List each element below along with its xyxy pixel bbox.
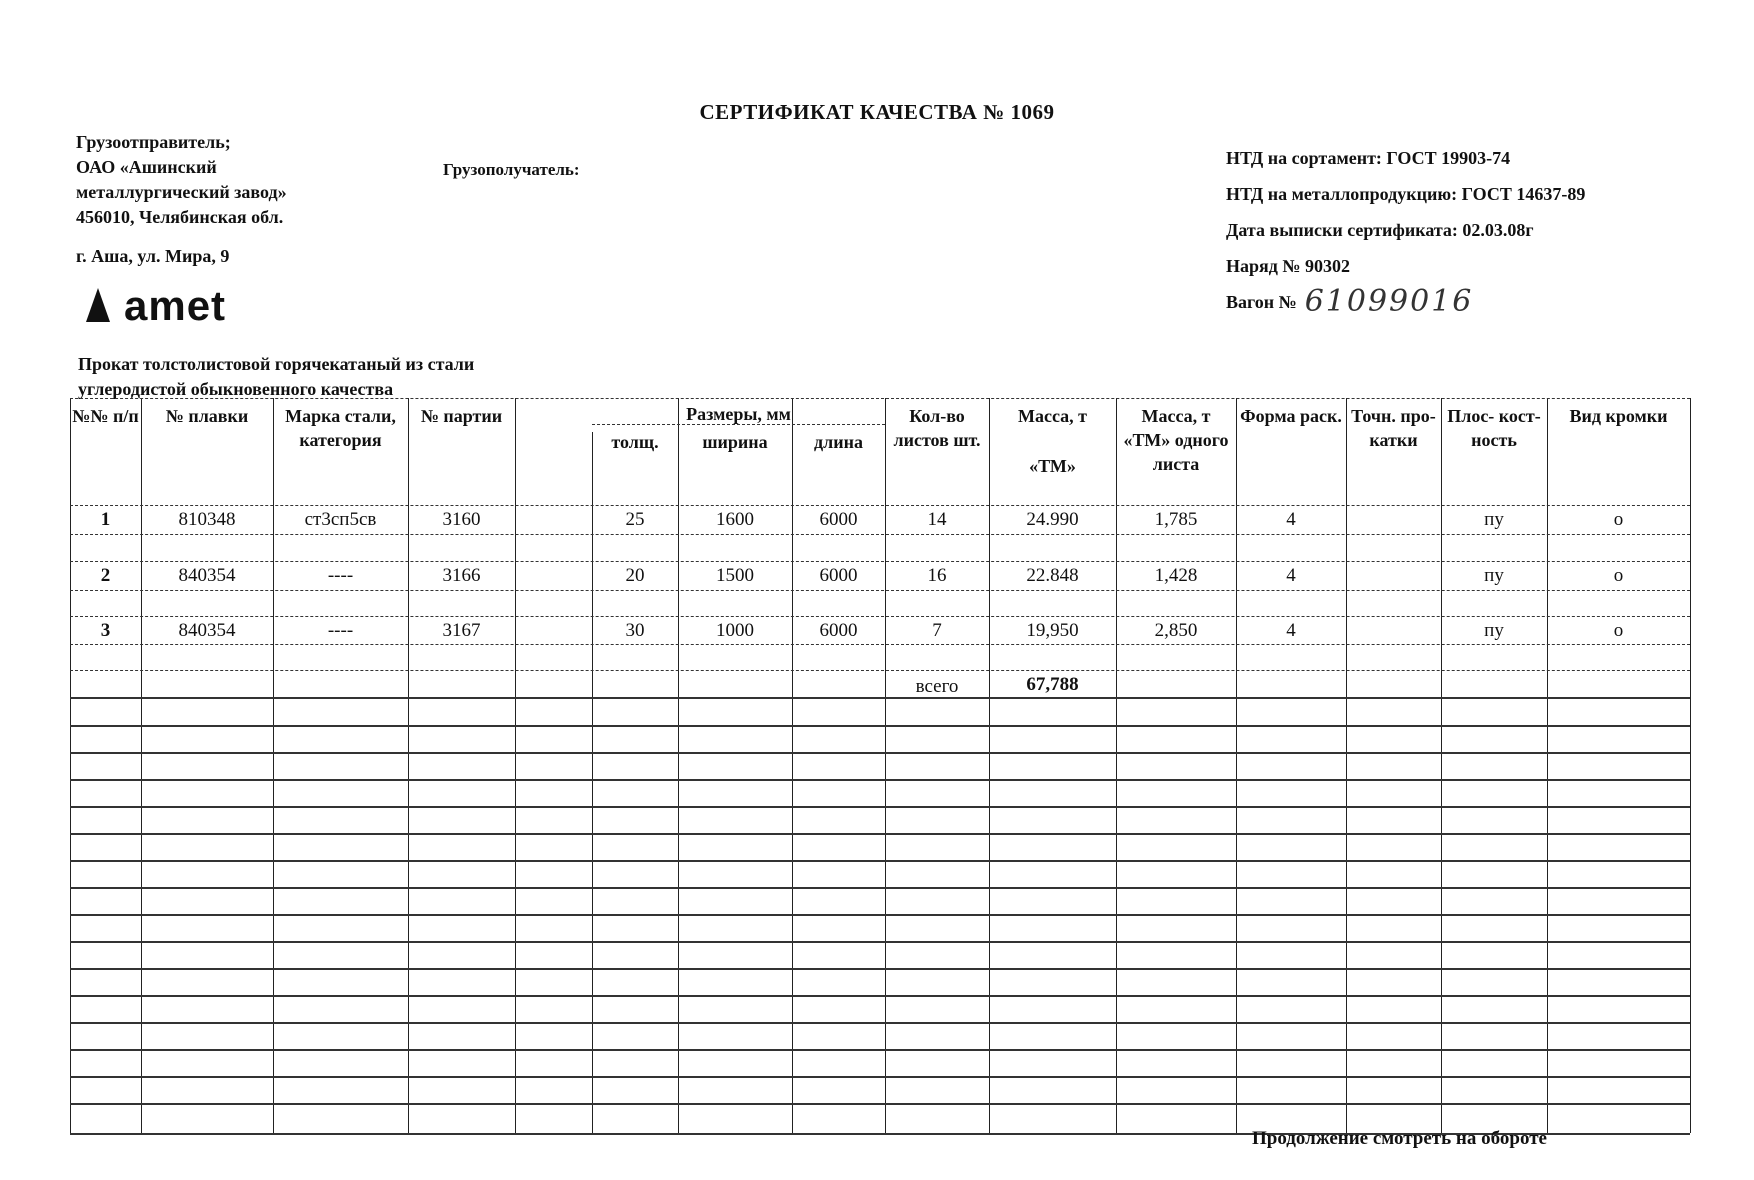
table-hline — [70, 561, 1690, 562]
table-hline — [70, 806, 1690, 808]
cell-grade: ---- — [327, 620, 354, 641]
sender-block — [76, 130, 287, 230]
table-hline — [70, 670, 1690, 671]
product-line-2: углеродистой обыкновенного качества — [78, 379, 394, 399]
cell-mass: 24.990 — [1026, 509, 1079, 530]
assortment-ntd: НТД на сортамент: ГОСТ 19903-74 — [1226, 148, 1511, 168]
table-hline — [70, 590, 1690, 591]
table-hline — [70, 995, 1690, 997]
table-hline — [70, 860, 1690, 862]
continuation-note: Продолжение смотреть на обороте — [1252, 1128, 1547, 1149]
table-hline — [70, 887, 1690, 889]
total-label: всего — [915, 676, 959, 697]
header-num: №№ п/п — [72, 406, 139, 426]
table-hline — [70, 398, 1690, 399]
product-ntd: НТД на металлопродукцию: ГОСТ 14637-89 — [1226, 184, 1586, 204]
cell-edge-form: 4 — [1286, 565, 1296, 586]
cell-mass: 19,950 — [1026, 620, 1079, 641]
header-flatness: Плос- кост- ность — [1447, 406, 1541, 450]
cell-melt: 840354 — [178, 565, 236, 586]
cell-mass-one: 1,785 — [1154, 509, 1198, 530]
cell-count: 16 — [927, 565, 947, 586]
issue-date: Дата выписки сертификата: 02.03.08г — [1226, 220, 1534, 240]
cell-mass: 22.848 — [1026, 565, 1079, 586]
table-hline — [70, 1103, 1690, 1105]
cell-count: 14 — [927, 509, 947, 530]
cell-edge-type: о — [1613, 509, 1624, 530]
cell-num: 3 — [100, 620, 111, 641]
header-count: Кол-во листов шт. — [893, 406, 981, 450]
cell-batch: 3166 — [442, 565, 481, 586]
header-grade: Марка стали, категория — [285, 406, 396, 450]
header-mass-one: Масса, т «ТМ» одного листа — [1123, 406, 1229, 474]
cell-melt: 840354 — [178, 620, 236, 641]
header-thickness: толщ. — [611, 432, 659, 452]
cell-num: 1 — [100, 509, 111, 530]
header-melt: № плавки — [165, 406, 249, 426]
table-hline — [70, 697, 1690, 699]
logo-triangle-icon — [86, 288, 110, 322]
cell-count: 7 — [932, 620, 942, 641]
table-hline — [70, 505, 1690, 506]
cell-edge-type: о — [1613, 565, 1624, 586]
table-hline — [70, 779, 1690, 781]
cell-flatness: пу — [1484, 620, 1504, 641]
receiver-label: Грузополучатель: — [443, 160, 580, 179]
sender-label: Грузоотправитель; — [76, 132, 231, 152]
wagon-row — [1226, 284, 1585, 320]
cell-edge-form: 4 — [1286, 509, 1296, 530]
cell-width: 1500 — [716, 565, 754, 586]
header-dimensions: Размеры, мм — [686, 404, 791, 424]
cell-length: 6000 — [819, 565, 858, 586]
table-vline — [1690, 398, 1691, 1133]
cell-grade: ст3сп5св — [304, 509, 377, 530]
cell-flatness: пу — [1484, 509, 1504, 530]
cell-grade: ---- — [327, 565, 354, 586]
cell-melt: 810348 — [178, 509, 236, 530]
header-edge-form: Форма раск. — [1240, 406, 1342, 426]
cell-num: 2 — [100, 565, 111, 586]
certificate-title: СЕРТИФИКАТ КАЧЕСТВА № 1069 — [699, 100, 1055, 124]
cell-thickness: 20 — [625, 565, 645, 586]
certificate-info — [1226, 140, 1585, 320]
certificate-table — [70, 398, 1690, 1133]
table-hline — [70, 1076, 1690, 1078]
sender-name-1: ОАО «Ашинский — [76, 157, 217, 177]
table-hline — [70, 644, 1690, 645]
table-hline — [70, 752, 1690, 754]
sender-name-2: металлургический завод» — [76, 182, 287, 202]
cell-mass-one: 2,850 — [1154, 620, 1198, 641]
sender-address-2: г. Аша, ул. Мира, 9 — [76, 246, 230, 266]
header-edge-type: Вид кромки — [1569, 406, 1668, 426]
table-vline — [592, 432, 593, 1133]
cell-batch: 3167 — [442, 620, 481, 641]
header-length: длина — [814, 432, 863, 452]
sender-address-1: 456010, Челябинская обл. — [76, 207, 284, 227]
cell-batch: 3160 — [442, 509, 481, 530]
table-hline — [70, 968, 1690, 970]
cell-length: 6000 — [819, 509, 858, 530]
cell-width: 1600 — [716, 509, 754, 530]
product-line-1: Прокат толстолистовой горячекатаный из стали — [78, 354, 475, 374]
cell-edge-type: о — [1613, 620, 1624, 641]
table-hline — [70, 1049, 1690, 1051]
cell-thickness: 30 — [625, 620, 645, 641]
table-hline — [70, 534, 1690, 535]
table-hline — [70, 833, 1690, 835]
header-width: ширина — [702, 432, 768, 452]
cell-width: 1000 — [716, 620, 754, 641]
wagon-number-handwritten: 61099016 — [1304, 284, 1474, 319]
cell-thickness: 25 — [625, 509, 645, 530]
table-hline — [70, 1022, 1690, 1024]
table-hline — [70, 725, 1690, 727]
logo-text: amet — [124, 282, 227, 329]
order-number: Наряд № 90302 — [1226, 256, 1350, 276]
cell-flatness: пу — [1484, 565, 1504, 586]
header-mass-tm: «ТМ» — [1029, 456, 1076, 476]
table-hline — [70, 616, 1690, 617]
table-hline — [70, 914, 1690, 916]
table-hline — [70, 941, 1690, 943]
header-rolling-precision: Точн. про- катки — [1351, 406, 1436, 450]
total-mass: 67,788 — [1026, 674, 1079, 695]
header-batch: № партии — [420, 406, 503, 426]
header-mass: Масса, т — [1017, 406, 1088, 426]
cell-mass-one: 1,428 — [1154, 565, 1198, 586]
wagon-label: Вагон № — [1226, 292, 1297, 312]
product-description — [78, 352, 474, 402]
amet-logo — [86, 282, 226, 330]
cell-length: 6000 — [819, 620, 858, 641]
cell-edge-form: 4 — [1286, 620, 1296, 641]
